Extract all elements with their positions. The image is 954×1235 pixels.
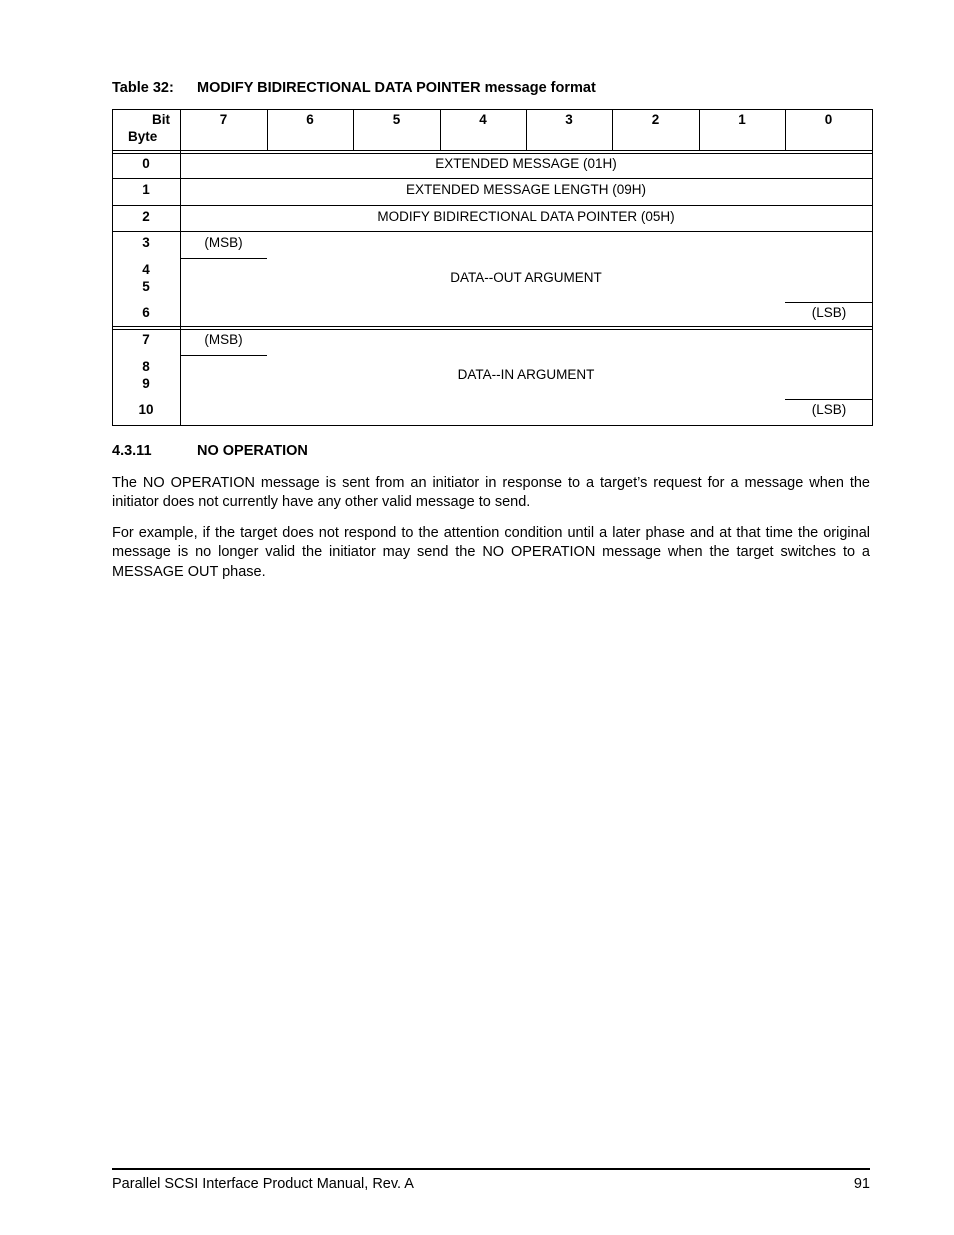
bit-2: 2 (651, 112, 660, 127)
bit-1: 1 (738, 112, 746, 127)
section-title: NO OPERATION (197, 443, 308, 459)
byte-label: Byte (128, 129, 158, 144)
bit-0: 0 (824, 112, 833, 127)
data-out-argument: DATA--OUT ARGUMENT (450, 270, 602, 285)
paragraph: For example, if the target does not respond to the attention condition until a later phase and at that time the original message is no longer valid the initiator may send the NO OPERATION message when the target switches to a MESSAGE OUT phase. (112, 525, 870, 580)
row-rule (112, 178, 873, 179)
byte-number: 1 (142, 182, 150, 197)
msb-rule (180, 355, 267, 356)
table-caption (112, 80, 596, 96)
bit-4: 4 (479, 112, 487, 127)
msb-marker: (MSB) (204, 332, 243, 347)
bit-5: 5 (392, 112, 401, 127)
msb-marker: (MSB) (204, 235, 243, 250)
byte-number: 0 (142, 156, 150, 171)
table-title: MODIFY BIDIRECTIONAL DATA POINTER message format (197, 80, 596, 96)
lsb-rule (785, 399, 873, 400)
lsb-marker: (LSB) (811, 402, 847, 417)
byte-number: 3 (142, 235, 150, 250)
footer-rule (112, 1168, 870, 1170)
byte-number: 10 (138, 402, 154, 417)
header-rule (112, 150, 873, 151)
message-format-table (112, 109, 873, 426)
lsb-rule (785, 302, 873, 303)
byte-number: 7 (142, 332, 150, 347)
section-heading (112, 443, 308, 459)
table-number: Table 32: (112, 80, 174, 96)
msb-rule (180, 258, 267, 259)
page-number: 91 (853, 1176, 870, 1192)
bit-6: 6 (306, 112, 314, 127)
bit-label: Bit (152, 112, 170, 127)
field-extended-message: EXTENDED MESSAGE (01H) (435, 156, 617, 171)
paragraph: The NO OPERATION message is sent from an initiator in response to a target’s request for a message when the initiator does not currently have any other valid message to send. (112, 475, 870, 511)
section-number: 4.3.11 (112, 443, 152, 459)
data-in-argument: DATA--IN ARGUMENT (457, 367, 595, 382)
field-message-code: MODIFY BIDIRECTIONAL DATA POINTER (05H) (377, 209, 675, 224)
footer-title: Parallel SCSI Interface Product Manual, Rev. A (112, 1176, 414, 1192)
header-rule (112, 153, 873, 154)
byte-number: 4 (142, 262, 150, 277)
row-rule (112, 231, 873, 232)
byte-number: 8 (142, 359, 150, 374)
lsb-marker: (LSB) (811, 305, 847, 320)
bit-3: 3 (565, 112, 573, 127)
byte-number: 6 (142, 305, 150, 320)
group-rule (112, 329, 873, 330)
group-rule (112, 326, 873, 327)
bit-7: 7 (219, 112, 228, 127)
byte-number: 5 (142, 279, 150, 294)
byte-number: 9 (142, 376, 150, 391)
field-message-length: EXTENDED MESSAGE LENGTH (09H) (405, 182, 647, 197)
row-rule (112, 205, 873, 206)
byte-number: 2 (142, 209, 150, 224)
